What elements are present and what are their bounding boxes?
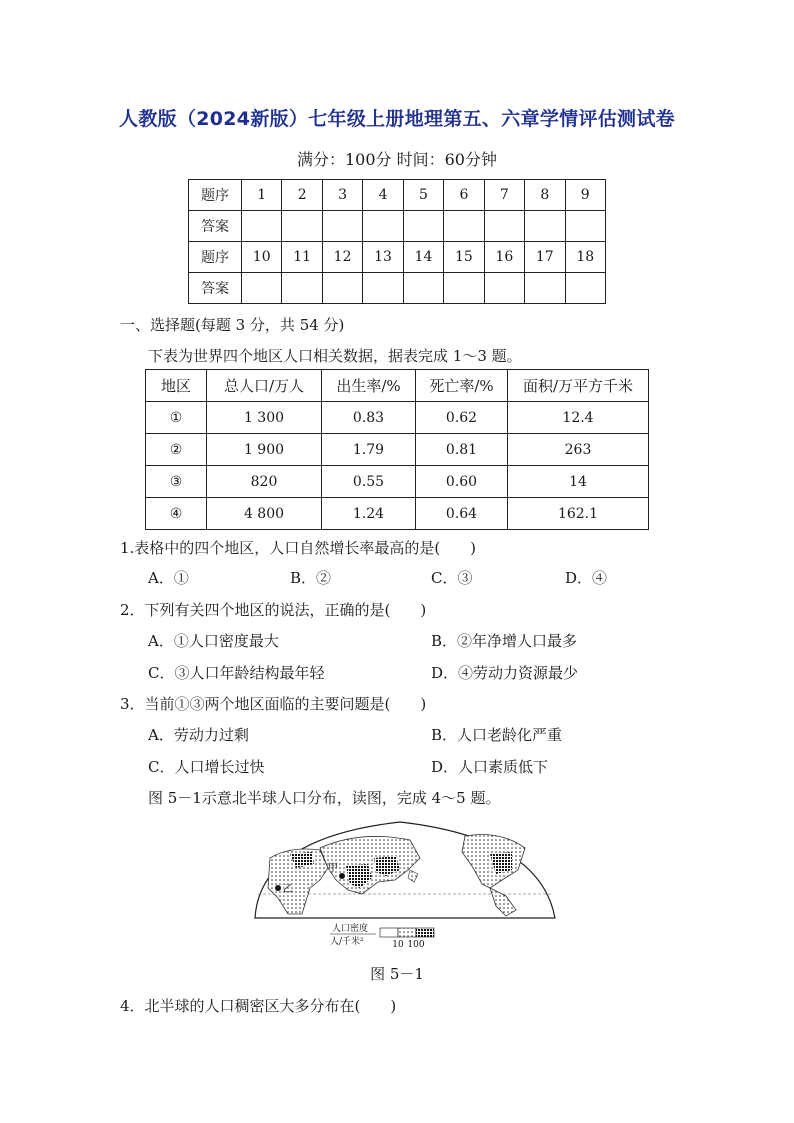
question-number: 9 xyxy=(565,180,606,211)
question-2-option-c[interactable]: C．③人口年龄结构最年轻 xyxy=(148,664,325,682)
table-cell: 12.4 xyxy=(508,402,649,434)
table-row xyxy=(146,402,649,434)
legend-swatch-high xyxy=(416,928,434,937)
answer-cell[interactable] xyxy=(525,273,565,304)
answer-cell[interactable] xyxy=(363,211,403,242)
section-heading: 一、选择题(每题 3 分，共 54 分) xyxy=(120,316,345,334)
question-4-stem: 4．北半球的人口稠密区大多分布在( ) xyxy=(120,997,397,1015)
table-intro: 下表为世界四个地区人口相关数据，据表完成 1～3 题。 xyxy=(148,347,522,365)
column-header: 面积/万平方千米 xyxy=(508,370,649,402)
label-yi: 乙 xyxy=(283,884,293,895)
table-cell: ③ xyxy=(146,466,207,498)
table-cell: ① xyxy=(146,402,207,434)
legend-swatch-low xyxy=(380,928,398,937)
marker-yi xyxy=(275,885,281,891)
question-number: 4 xyxy=(363,180,403,211)
column-header: 出生率/% xyxy=(322,370,416,402)
question-3-option-c[interactable]: C．人口增长过快 xyxy=(148,758,265,776)
table-row xyxy=(146,466,649,498)
question-number: 11 xyxy=(282,242,322,273)
question-number: 15 xyxy=(444,242,484,273)
question-number: 12 xyxy=(322,242,362,273)
legend-value-100: 100 xyxy=(407,940,425,950)
marker-jia xyxy=(339,873,345,879)
table-cell: 0.55 xyxy=(322,466,416,498)
question-number: 6 xyxy=(444,180,484,211)
question-1-option-c[interactable]: C．③ xyxy=(431,569,473,587)
legend-swatch-mid xyxy=(398,928,416,937)
question-2-option-b[interactable]: B．②年净增人口最多 xyxy=(431,632,578,650)
row-label: 答案 xyxy=(189,211,242,242)
table-cell: ④ xyxy=(146,498,207,530)
question-number: 8 xyxy=(525,180,565,211)
answer-cell[interactable] xyxy=(282,273,322,304)
answer-sheet-table xyxy=(188,179,606,304)
question-2-option-a[interactable]: A．①人口密度最大 xyxy=(148,632,279,650)
table-cell: 820 xyxy=(207,466,322,498)
table-cell: 14 xyxy=(508,466,649,498)
answer-cell[interactable] xyxy=(282,211,322,242)
question-2-stem: 2．下列有关四个地区的说法，正确的是( ) xyxy=(120,601,427,619)
question-3-option-d[interactable]: D．人口素质低下 xyxy=(431,758,549,776)
question-2-option-d[interactable]: D．④劳动力资源最少 xyxy=(431,664,579,682)
population-map xyxy=(250,818,560,953)
legend-value-10: 10 xyxy=(392,940,404,950)
question-number: 3 xyxy=(322,180,362,211)
question-3-stem: 3．当前①③两个地区面临的主要问题是( ) xyxy=(120,695,427,713)
answer-cell[interactable] xyxy=(322,273,362,304)
answer-cell[interactable] xyxy=(444,273,484,304)
answer-cell[interactable] xyxy=(363,273,403,304)
answer-cell[interactable] xyxy=(484,211,524,242)
answer-cell[interactable] xyxy=(484,273,524,304)
question-1-stem: 1.表格中的四个地区，人口自然增长率最高的是( ) xyxy=(120,539,477,557)
column-header: 总人口/万人 xyxy=(207,370,322,402)
question-number: 7 xyxy=(484,180,524,211)
page-title: 人教版（2024新版）七年级上册地理第五、六章学情评估测试卷 xyxy=(119,108,675,130)
question-number: 2 xyxy=(282,180,322,211)
question-number: 16 xyxy=(484,242,524,273)
table-cell: 1.79 xyxy=(322,434,416,466)
answer-cell[interactable] xyxy=(444,211,484,242)
question-number: 5 xyxy=(403,180,443,211)
table-cell: 1 300 xyxy=(207,402,322,434)
figure-intro: 图 5－1示意北半球人口分布，读图，完成 4～5 题。 xyxy=(148,789,501,807)
answer-cell[interactable] xyxy=(565,211,606,242)
answer-cell[interactable] xyxy=(242,273,282,304)
table-cell: 4 800 xyxy=(207,498,322,530)
row-label: 答案 xyxy=(189,273,242,304)
table-row xyxy=(189,273,606,304)
table-cell: 162.1 xyxy=(508,498,649,530)
population-map-figure xyxy=(250,818,560,953)
answer-cell[interactable] xyxy=(322,211,362,242)
legend-unit: 人/千米² xyxy=(330,937,364,947)
column-header: 地区 xyxy=(146,370,207,402)
column-header: 死亡率/% xyxy=(416,370,508,402)
table-row xyxy=(189,180,606,211)
label-jia: 甲 xyxy=(328,863,338,874)
table-cell: 0.83 xyxy=(322,402,416,434)
table-cell: 263 xyxy=(508,434,649,466)
question-number: 14 xyxy=(403,242,443,273)
table-row xyxy=(189,211,606,242)
table-header-row xyxy=(146,370,649,402)
answer-cell[interactable] xyxy=(565,273,606,304)
answer-cell[interactable] xyxy=(525,211,565,242)
figure-caption: 图 5－1 xyxy=(370,965,424,983)
question-number: 1 xyxy=(242,180,282,211)
legend-title: 人口密度 xyxy=(332,924,369,934)
table-row xyxy=(146,498,649,530)
table-cell: 0.64 xyxy=(416,498,508,530)
question-number: 17 xyxy=(525,242,565,273)
question-1-option-a[interactable]: A．① xyxy=(148,569,189,587)
table-cell: ② xyxy=(146,434,207,466)
exam-info: 满分：100分 时间：60分钟 xyxy=(297,150,497,169)
question-1-option-d[interactable]: D．④ xyxy=(565,569,608,587)
question-number: 18 xyxy=(565,242,606,273)
answer-cell[interactable] xyxy=(403,211,443,242)
question-1-option-b[interactable]: B．② xyxy=(290,569,332,587)
question-number: 10 xyxy=(242,242,282,273)
population-data-table xyxy=(145,369,649,530)
table-cell: 1 900 xyxy=(207,434,322,466)
question-number: 13 xyxy=(363,242,403,273)
table-cell: 0.62 xyxy=(416,402,508,434)
table-row xyxy=(189,242,606,273)
row-label: 题序 xyxy=(189,242,242,273)
table-cell: 1.24 xyxy=(322,498,416,530)
answer-cell[interactable] xyxy=(242,211,282,242)
table-cell: 0.60 xyxy=(416,466,508,498)
row-label: 题序 xyxy=(189,180,242,211)
table-row xyxy=(146,434,649,466)
question-3-option-b[interactable]: B．人口老龄化严重 xyxy=(431,726,563,744)
question-3-option-a[interactable]: A．劳动力过剩 xyxy=(148,726,249,744)
table-cell: 0.81 xyxy=(416,434,508,466)
answer-cell[interactable] xyxy=(403,273,443,304)
